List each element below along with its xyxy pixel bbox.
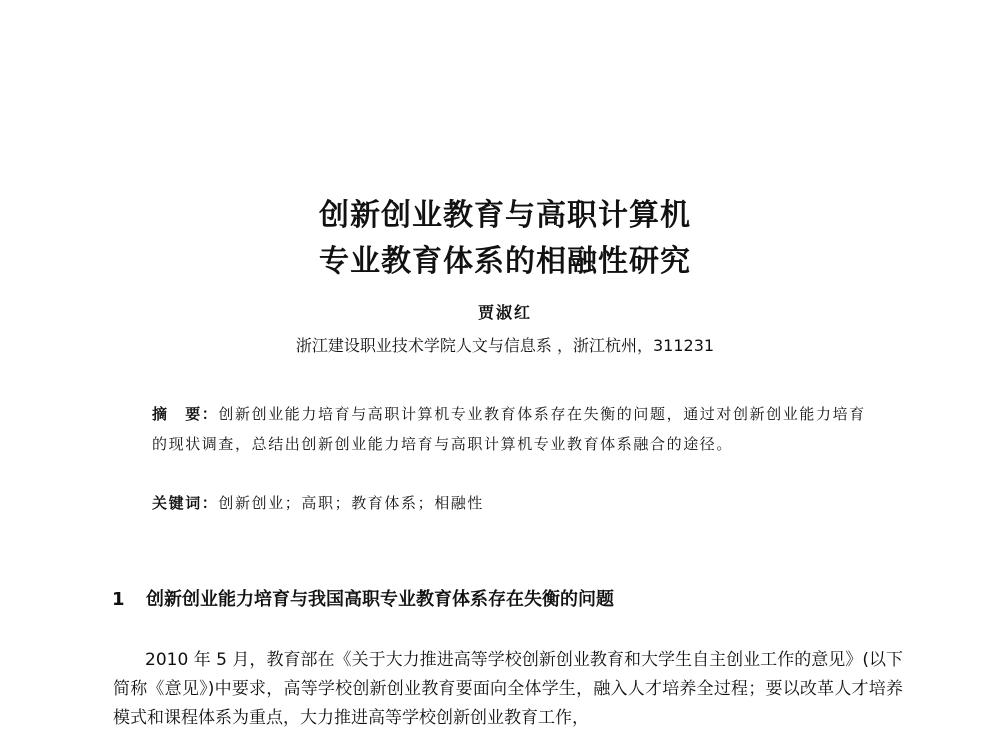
abstract <box>152 399 882 459</box>
paper-title-line-2: 专业教育体系的相融性研究 <box>319 244 691 279</box>
affiliation: 浙江建设职业技术学院人文与信息系 ，浙江杭州，311231 <box>295 336 715 355</box>
keywords-label: 关键词： <box>152 494 219 512</box>
body-paragraph: 2010 年 5 月，教育部在《关于大力推进高等学校创新创业教育和大学生自主创业工作的意见》(以下简称《意见》)中要求，高等学校创新创业教育要面向全体学生，融入人才培养全过程；要以改革人才培养模式和课程体系为重点，大力推进高等学校创新创业教育工作， <box>113 650 903 728</box>
keywords-text: 创新创业；高职；教育体系；相融性 <box>218 494 485 512</box>
abstract-label: 摘 要： <box>152 405 219 423</box>
section-heading <box>112 585 614 611</box>
section-title: 创新创业能力培育与我国高职专业教育体系存在失衡的问题 <box>146 589 614 610</box>
author: 贾淑红 <box>477 303 532 322</box>
section-number: 1 <box>112 589 125 610</box>
keywords <box>152 492 484 513</box>
abstract-text: 创新创业能力培育与高职计算机专业教育体系存在失衡的问题，通过对创新创业能力培育的现状调查，总结出创新创业能力培育与高职计算机专业教育体系融合的途径。 <box>152 405 866 453</box>
paper-title-line-1: 创新创业教育与高职计算机 <box>319 198 691 233</box>
